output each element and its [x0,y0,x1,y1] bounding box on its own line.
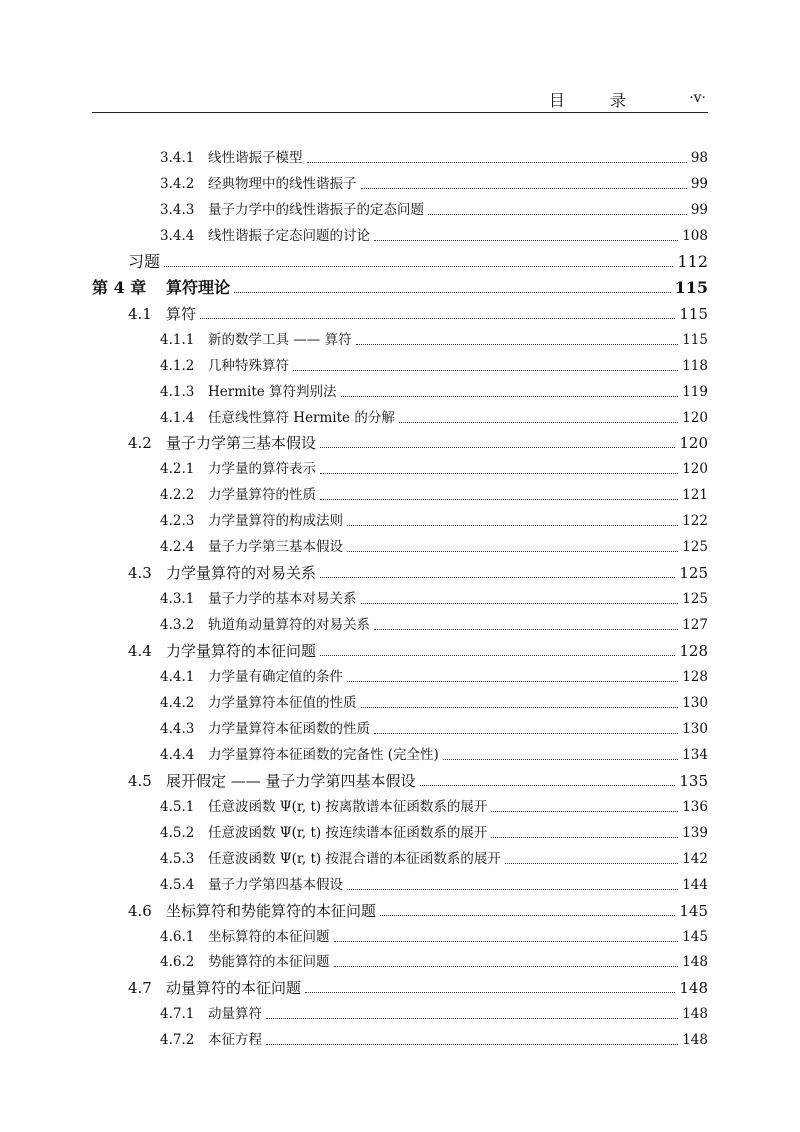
toc-entry-number: 3.4.2 [160,175,195,192]
dot-leader [491,837,678,838]
toc-entry-page: 115 [679,304,708,323]
dot-leader [320,447,675,448]
toc-entry-number: 4.4.2 [160,694,195,711]
dot-leader [341,396,679,397]
toc-entry-title: 量子力学中的线性谐振子的定态问题 [208,201,424,218]
toc-entry-page: 125 [682,591,708,608]
toc-entry-page: 125 [682,539,708,556]
toc-entry-number: 3.4.3 [160,201,195,218]
toc-entry-title: Hermite 算符判别法 [208,383,337,400]
toc-entry-number: 4.5.2 [160,824,195,841]
toc-entry-number: 4.4.3 [160,720,195,737]
toc-entry-number: 4.3.1 [160,591,195,608]
dot-leader [347,551,678,552]
toc-entry [160,350,708,375]
toc-entry-title: 新的数学工具 —— 算符 [208,331,352,348]
toc-entry [160,661,708,686]
toc-entry-page: 121 [682,487,708,504]
toc-entry [160,453,708,478]
toc-entry [160,324,708,349]
toc-entry-number: 4.7 [128,979,152,998]
toc-entry [160,998,708,1023]
toc-entry-page: 115 [682,331,708,348]
toc-entry-number: 4.6.2 [160,954,195,971]
toc-entry-title: 坐标算符和势能算符的本征问题 [166,901,377,920]
toc-entry [160,609,708,634]
toc-entry-page: 125 [679,564,708,583]
toc-entry-number: 4.1 [128,304,152,323]
toc-entry-number: 4.1.3 [160,383,195,400]
toc-entry-title: 本征方程 [208,1032,262,1049]
toc-entry-number: 4.2.1 [160,461,195,478]
toc-entry-page: 112 [677,251,708,271]
toc-entry-page: 144 [682,876,708,893]
toc-entry-page: 134 [682,746,708,763]
toc-entry [92,272,708,297]
toc-entry-page: 148 [682,1006,708,1023]
toc-entry-page: 145 [682,928,708,945]
toc-entry-page: 145 [679,901,708,920]
toc-entry-page: 148 [682,1032,708,1049]
toc-entry [160,739,708,764]
dot-leader [234,292,671,293]
toc-entry-title: 力学量的算符表示 [208,461,316,478]
dot-leader [374,733,678,734]
dot-leader [266,1018,678,1019]
toc-entry-number: 4.6.1 [160,928,195,945]
dot-leader [320,655,675,656]
dot-leader [361,603,679,604]
toc-entry-page: 142 [682,850,708,867]
toc-entry-title: 量子力学第三基本假设 [166,434,317,453]
dot-leader [361,707,679,708]
toc-entry [160,376,708,401]
toc-entry-page: 120 [682,461,708,478]
toc-entry [128,246,708,271]
toc-entry-page: 99 [690,175,708,192]
toc-entry [160,921,708,946]
toc-entry [128,557,708,582]
toc-entry-number: 第 4 章 [92,277,147,297]
toc-entry-title: 经典物理中的线性谐振子 [208,175,357,192]
toc-entry [160,583,708,608]
toc-entry [160,194,708,219]
toc-entry-page: 148 [682,954,708,971]
toc-entry-page: 108 [682,227,708,244]
toc-entry [160,142,708,167]
toc-entry-number: 4.1.4 [160,409,195,426]
dot-leader [491,811,678,812]
dot-leader [320,499,678,500]
toc-entry-number: 4.2 [128,434,152,453]
dot-leader [428,214,687,215]
dot-leader [266,1044,678,1045]
toc-entry-number: 4.3 [128,564,152,583]
dot-leader [334,966,679,967]
toc-entry-number: 4.5 [128,771,152,790]
dot-leader [293,370,678,371]
toc-entry-title: 动量算符 [208,1006,262,1023]
toc-entry-title: 力学量算符本征函数的完备性 (完全性) [208,746,439,763]
dot-leader [399,422,678,423]
toc-entry-page: 128 [682,669,708,685]
dot-leader [320,473,678,474]
toc-entry-number: 4.5.1 [160,798,195,815]
running-head-title: 目 录 [548,91,646,110]
toc-entry [160,402,708,427]
toc-entry-number: 4.5.3 [160,850,195,867]
toc-entry-page: 120 [682,409,708,426]
toc-entry [160,713,708,738]
toc-entry-title: 力学量算符本征函数的性质 [208,720,370,737]
toc-entry [160,1024,708,1049]
toc-entry-number: 4.5.4 [160,876,195,893]
toc-entry-number: 4.2.3 [160,513,195,530]
toc-entry-page: 135 [679,771,708,790]
toc-entry-title: 力学量有确定值的条件 [208,669,343,685]
toc-entry-number: 4.6 [128,901,152,920]
toc-entry [160,791,708,816]
toc-entry [128,427,708,452]
toc-entry [128,765,708,790]
toc-entry-page: 115 [674,277,708,297]
toc-entry-title: 量子力学第四基本假设 [208,876,343,893]
toc-entry [160,869,708,894]
toc-entry-page: 148 [679,979,708,998]
dot-leader [361,188,687,189]
toc-entry-title: 任意波函数 Ψ(r, t) 按离散谱本征函数系的展开 [208,798,488,815]
toc-entry [160,220,708,245]
toc-entry-page: 128 [679,642,708,661]
toc-entry-title: 量子力学的基本对易关系 [208,591,357,608]
toc-entry-title: 坐标算符的本征问题 [208,928,330,945]
toc-entry-page: 122 [682,513,708,530]
toc-entry [128,298,708,323]
dot-leader [420,785,676,786]
toc-entry [160,817,708,842]
toc-entry-title: 力学量算符的本征问题 [166,642,317,661]
toc-entry-number: 4.1.2 [160,357,195,374]
toc-entry-number: 4.4.1 [160,669,195,685]
dot-leader [334,941,679,942]
toc-entry-number: 4.3.2 [160,617,195,634]
dot-leader [443,759,678,760]
toc-entry [128,635,708,660]
toc-entry-page: 127 [682,617,708,634]
running-head [92,84,708,113]
toc-entry-title: 势能算符的本征问题 [208,954,330,971]
toc-entry-page: 120 [679,434,708,453]
dot-leader [374,240,678,241]
dot-leader [307,162,687,163]
toc-entry-title: 力学量算符的构成法则 [208,513,343,530]
toc-entry-title: 任意波函数 Ψ(r, t) 按混合谱的本征函数系的展开 [208,850,501,867]
dot-leader [356,344,679,345]
toc-entry-number: 4.4 [128,642,152,661]
dot-leader [320,577,675,578]
toc-entry-title: 展开假定 —— 量子力学第四基本假设 [166,771,416,790]
toc-entry-title: 动量算符的本征问题 [166,979,302,998]
dot-leader [305,992,675,993]
toc-entry-title: 习题 [128,251,161,271]
toc-entry [160,687,708,712]
toc-entry-number: 4.4.4 [160,746,195,763]
toc-entry-number: 3.4.1 [160,150,195,166]
toc-entry-title: 几种特殊算符 [208,357,289,374]
running-head-page-number: ·v· [689,90,706,106]
dot-leader [380,915,675,916]
toc-entry [160,168,708,193]
dot-leader [374,629,678,630]
toc-entry-title: 算符理论 [166,277,231,297]
toc-entry-number: 4.7.2 [160,1032,195,1049]
toc-entry-title: 力学量算符本征值的性质 [208,694,357,711]
toc-entry-page: 130 [682,694,708,711]
toc-entry-title: 轨道角动量算符的对易关系 [208,617,370,634]
toc-entry-page: 98 [690,150,708,166]
toc-entry-number: 4.2.2 [160,487,195,504]
toc-entry-page: 139 [682,824,708,841]
toc-entry-number: 3.4.4 [160,227,195,244]
toc-entry-title: 线性谐振子定态问题的讨论 [208,227,370,244]
toc-entry-page: 99 [690,201,708,218]
toc-entry [160,843,708,868]
toc-entry-number: 4.2.4 [160,539,195,556]
dot-leader [200,318,675,319]
toc-entry-page: 118 [682,357,708,374]
toc-entry [160,505,708,530]
dot-leader [347,889,678,890]
toc-entry-title: 量子力学第三基本假设 [208,539,343,556]
toc-entry-title: 线性谐振子模型 [208,150,303,166]
toc-entry-number: 4.7.1 [160,1006,195,1023]
toc-entry-number: 4.1.1 [160,331,195,348]
toc-entry [160,531,708,556]
toc-entry-title: 任意线性算符 Hermite 的分解 [208,409,395,426]
toc-entry [128,895,708,920]
toc-entry-title: 力学量算符的对易关系 [166,564,317,583]
toc-entry-page: 136 [682,798,708,815]
toc-entry [160,946,708,971]
toc-entry-title: 算符 [166,304,197,323]
toc-entry [160,479,708,504]
dot-leader [164,266,673,267]
toc-entry-page: 119 [682,383,708,400]
dot-leader [347,525,678,526]
toc-entry [128,972,708,997]
toc-entry-title: 力学量算符的性质 [208,487,316,504]
dot-leader [505,863,678,864]
toc-entry-page: 130 [682,720,708,737]
toc-entry-title: 任意波函数 Ψ(r, t) 按连续谱本征函数系的展开 [208,824,488,841]
dot-leader [347,681,678,682]
